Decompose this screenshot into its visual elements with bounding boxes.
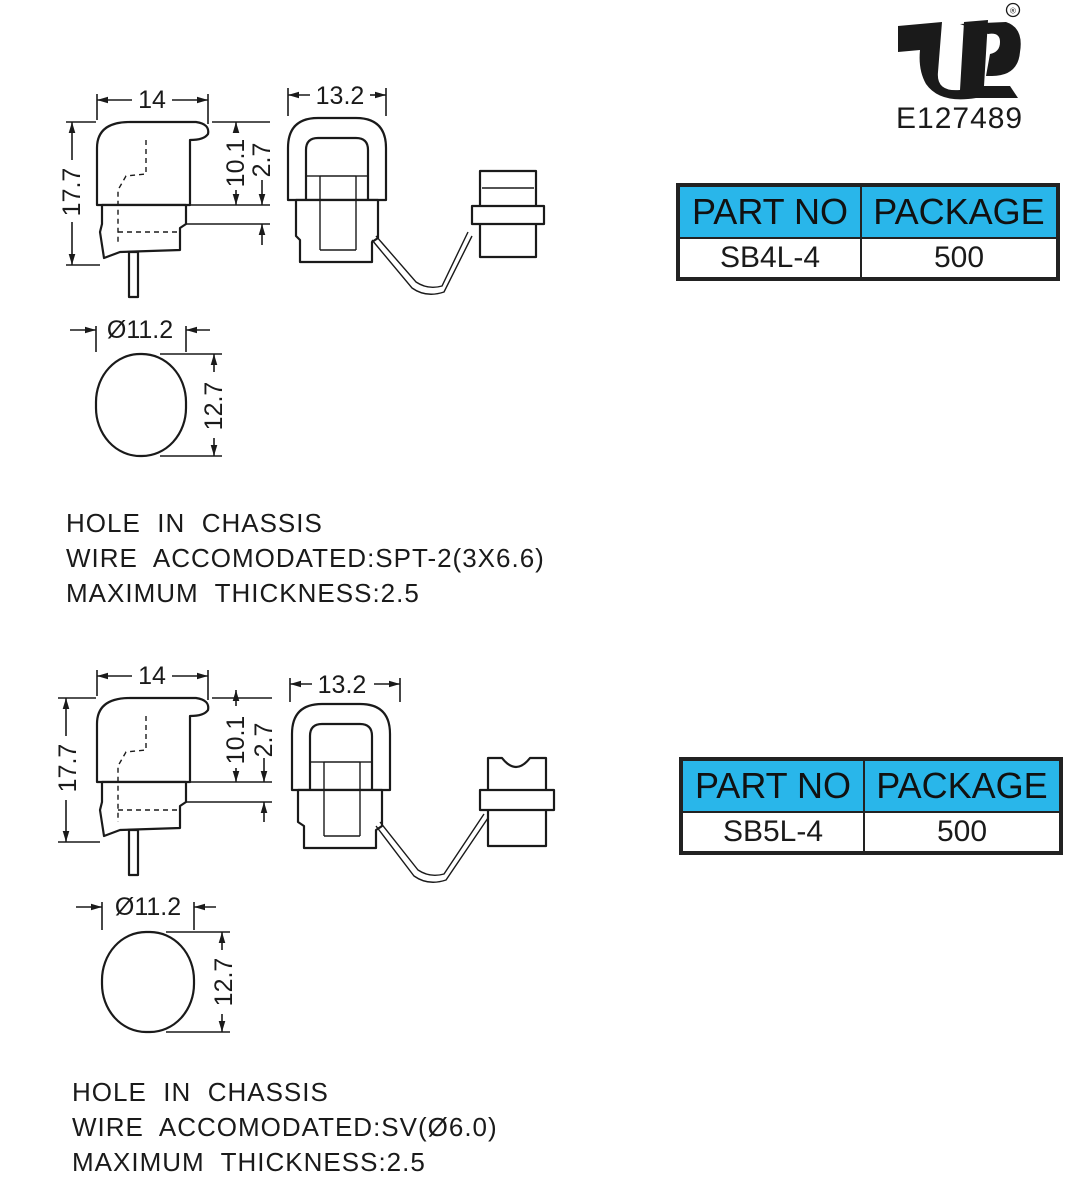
dim-hole-diameter: Ø11.2 [106, 316, 174, 344]
dim-height-step: 2.7 [248, 142, 276, 178]
dim-height-upper: 10.1 [222, 138, 250, 188]
dim-width-front: 13.2 [317, 671, 367, 699]
front-view [292, 704, 554, 882]
package-value: 500 [861, 238, 1058, 279]
front-view [288, 118, 544, 294]
dim-width-front: 13.2 [315, 82, 365, 110]
note-wire: WIRE ACCOMODATED:SV(Ø6.0) [72, 1112, 498, 1142]
notes-1 [66, 506, 545, 611]
note-hole: HOLE IN CHASSIS [66, 508, 323, 538]
note-hole: HOLE IN CHASSIS [72, 1077, 329, 1107]
bushing-drawing-2 [0, 650, 620, 1110]
notes-2 [72, 1075, 498, 1180]
ul-file-number: E127489 [896, 102, 1024, 135]
registered-mark: ® [1010, 6, 1016, 16]
note-thickness: MAXIMUM THICKNESS:2.5 [66, 578, 420, 608]
header-part-no: PART NO [678, 185, 861, 238]
note-thickness: MAXIMUM THICKNESS:2.5 [72, 1147, 426, 1177]
dim-hole-diameter: Ø11.2 [114, 893, 182, 921]
part-table-2 [679, 757, 1063, 855]
dim-height-total: 17.7 [54, 743, 82, 793]
part-no-value: SB5L-4 [681, 812, 864, 853]
part-no-value: SB4L-4 [678, 238, 861, 279]
hole-view [76, 902, 230, 1032]
note-wire: WIRE ACCOMODATED:SPT-2(3X6.6) [66, 543, 545, 573]
dim-hole-height: 12.7 [200, 381, 228, 431]
dim-width-top: 14 [138, 86, 166, 114]
dim-height-step: 2.7 [250, 722, 278, 758]
dim-height-upper: 10.1 [222, 715, 250, 765]
dim-width-top: 14 [138, 662, 166, 690]
header-package: PACKAGE [861, 185, 1058, 238]
side-view [66, 94, 270, 297]
side-view [58, 670, 272, 875]
dim-height-total: 17.7 [58, 167, 86, 217]
package-value: 500 [864, 812, 1061, 853]
header-part-no: PART NO [681, 759, 864, 812]
header-package: PACKAGE [864, 759, 1061, 812]
dim-hole-height: 12.7 [210, 957, 238, 1007]
part-table-1 [676, 183, 1060, 281]
